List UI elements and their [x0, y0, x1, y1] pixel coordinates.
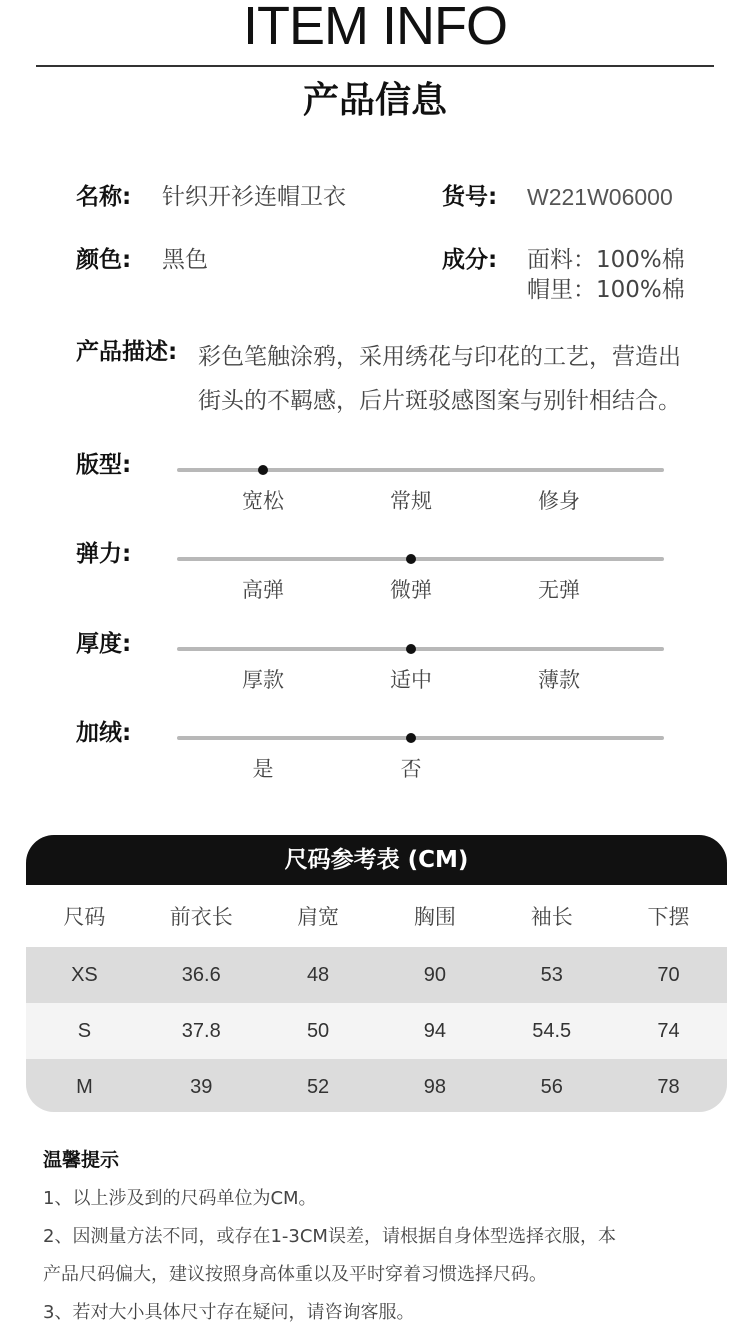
scale-option: 薄款: [538, 668, 580, 692]
scale-marker: [406, 644, 416, 654]
fit-scale: [0, 451, 750, 531]
scale-option: 厚款: [242, 668, 284, 692]
scale-marker: [258, 465, 268, 475]
table-row: [26, 1003, 727, 1059]
scale-option: 无弹: [538, 578, 580, 602]
column-header: 肩宽: [297, 905, 340, 929]
table-cell: 94: [423, 1019, 447, 1042]
scale-option: 常规: [390, 489, 432, 513]
table-cell: M: [76, 1075, 93, 1098]
column-header: 胸围: [413, 905, 456, 929]
fleece-scale: [0, 719, 750, 799]
tip-line: 3、若对大小具体尺寸存在疑问，请咨询客服。: [43, 1302, 415, 1323]
scale-label: 加绒:: [76, 720, 132, 746]
material-hood-lining: 帽里：100%棉: [527, 277, 685, 303]
column-header: 下摆: [647, 905, 690, 929]
table-cell: 53: [540, 963, 563, 986]
scale-track: [177, 557, 664, 561]
table-cell: S: [77, 1019, 92, 1042]
table-cell: 50: [306, 1019, 330, 1042]
table-cell: 52: [306, 1075, 330, 1098]
table-cell: 74: [657, 1019, 680, 1042]
material-label: 成分:: [442, 247, 498, 273]
scale-marker: [406, 733, 416, 743]
scale-marker: [406, 554, 416, 564]
tip-line: 1、以上涉及到的尺码单位为CM。: [43, 1188, 317, 1209]
table-cell: XS: [71, 963, 98, 986]
scale-label: 版型:: [76, 452, 132, 478]
description-text: [198, 335, 718, 423]
size-chart: [26, 835, 727, 1112]
title-chinese: 产品信息: [302, 80, 447, 121]
scale-option: 修身: [538, 489, 580, 513]
scale-track: [177, 468, 664, 472]
scale-option: 微弹: [390, 578, 432, 602]
material-fabric: 面料：100%棉: [527, 247, 685, 273]
table-cell: 54.5: [532, 1019, 572, 1042]
scale-option: 是: [252, 757, 274, 781]
column-header: 袖长: [530, 905, 573, 929]
sku-label: 货号:: [442, 184, 498, 210]
tips-title: 温馨提示: [43, 1149, 120, 1171]
color-value: 黑色: [162, 247, 208, 273]
size-chart-header-row: [26, 885, 727, 947]
column-header: 尺码: [63, 905, 106, 929]
description-label: 产品描述:: [76, 339, 178, 365]
title-divider: [36, 65, 714, 67]
tip-line: 产品尺码偏大，建议按照身高体重以及平时穿着习惯选择尺码。: [43, 1264, 547, 1285]
table-cell: 78: [657, 1075, 680, 1098]
scale-option: 适中: [390, 668, 432, 692]
name-value: 针织开衫连帽卫衣: [162, 184, 346, 210]
table-cell: 90: [423, 963, 447, 986]
name-label: 名称:: [76, 184, 132, 210]
scale-track: [177, 736, 664, 740]
column-header: 前衣长: [169, 905, 233, 929]
table-cell: 70: [657, 963, 680, 986]
table-cell: 36.6: [181, 963, 221, 986]
color-label: 颜色:: [76, 247, 132, 273]
elasticity-scale: [0, 540, 750, 620]
table-cell: 98: [423, 1075, 447, 1098]
scale-option: 宽松: [242, 489, 284, 513]
scale-option: 否: [400, 757, 422, 781]
table-row: [26, 947, 727, 1003]
thickness-scale: [0, 630, 750, 710]
tip-line: 2、因测量方法不同，或存在1-3CM误差，请根据自身体型选择衣服，本: [43, 1226, 616, 1247]
description-line: 街头的不羁感，后片斑驳感图案与别针相结合。: [198, 388, 681, 414]
sku-value: W221W06000: [527, 184, 673, 210]
scale-label: 厚度:: [76, 631, 132, 657]
description-line: 彩色笔触涂鸦，采用绣花与印花的工艺，营造出: [198, 344, 681, 370]
table-cell: 56: [540, 1075, 563, 1098]
title-english: ITEM INFO: [243, 0, 507, 56]
scale-track: [177, 647, 664, 651]
table-cell: 39: [190, 1075, 213, 1098]
tips-list: [43, 1180, 713, 1323]
scale-label: 弹力:: [76, 541, 132, 567]
table-row: [26, 1059, 727, 1112]
table-cell: 37.8: [181, 1019, 221, 1042]
scale-option: 高弹: [242, 578, 284, 602]
table-cell: 48: [306, 963, 330, 986]
size-chart-title: 尺码参考表 (CM): [26, 835, 727, 885]
